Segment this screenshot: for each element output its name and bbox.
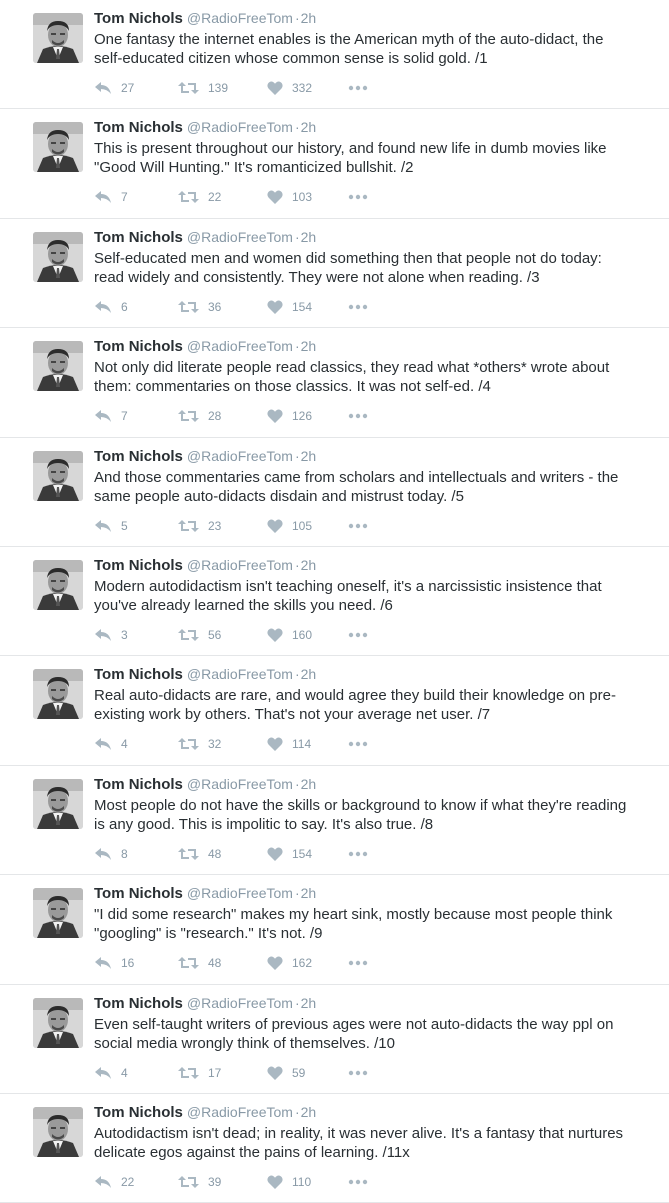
author-name[interactable]: Tom Nichols (94, 338, 183, 356)
tweet[interactable] (0, 438, 669, 547)
avatar[interactable] (33, 779, 83, 829)
heart-icon (267, 409, 283, 423)
like-button[interactable] (267, 1173, 311, 1191)
reply-button[interactable] (94, 407, 128, 425)
avatar-photo (33, 998, 83, 1048)
reply-count: 4 (121, 737, 128, 752)
retweet-button[interactable] (178, 1064, 221, 1082)
author-name[interactable]: Tom Nichols (94, 775, 183, 793)
avatar-photo (33, 779, 83, 829)
like-count: 162 (292, 956, 313, 971)
avatar[interactable] (33, 998, 83, 1048)
retweet-icon (178, 519, 199, 533)
tweet-text: Even self-taught writers of previous ages were not auto-didacts the way ppl on social media wrongly think of themselves. /10 (94, 1015, 614, 1052)
reply-count: 7 (121, 409, 128, 424)
author-handle[interactable]: @RadioFreeTom (186, 994, 293, 1011)
more-dots-icon (348, 413, 368, 419)
avatar[interactable] (33, 560, 83, 610)
tweet[interactable] (0, 985, 669, 1094)
timestamp[interactable]: 2h (300, 119, 317, 136)
retweet-count: 48 (208, 846, 222, 861)
tweet-text: Most people do not have the skills or background to know if what they're reading is any good. This is impolitic to say. It's also true. /8 (94, 796, 627, 833)
reply-button[interactable] (94, 626, 128, 644)
more-button[interactable] (348, 626, 368, 644)
like-count: 126 (292, 409, 313, 424)
tweet-text: Autodidactism isn't dead; in reality, it was never alive. It's a fantasy that nurtures delicate egos against the pains of learning. /11x (94, 1124, 624, 1161)
separator-dot: · (294, 119, 300, 136)
tweet-header (94, 665, 316, 684)
tweet-header (94, 9, 316, 28)
avatar-photo (33, 122, 83, 172)
reply-icon (94, 956, 112, 970)
like-count: 114 (292, 737, 312, 752)
like-button[interactable] (267, 298, 312, 316)
reply-icon (94, 190, 112, 204)
reply-icon (94, 409, 112, 423)
tweet-header (94, 228, 316, 247)
retweet-icon (178, 628, 199, 642)
tweet-header (94, 994, 316, 1013)
retweet-button[interactable] (178, 954, 221, 972)
separator-dot: · (294, 775, 300, 792)
reply-count: 27 (121, 81, 135, 95)
tweet-text: Self-educated men and women did something then that people not do today: read widely and consistently. They were not alone when reading. /3 (94, 249, 602, 286)
like-button[interactable] (267, 735, 311, 753)
more-dots-icon (348, 741, 368, 747)
reply-icon (94, 1066, 112, 1080)
reply-count: 3 (121, 627, 128, 642)
retweet-icon (178, 81, 199, 95)
avatar-photo (33, 1107, 83, 1157)
avatar[interactable] (33, 451, 83, 501)
author-name[interactable]: Tom Nichols (94, 885, 183, 903)
tweet-header (94, 775, 316, 794)
separator-dot: · (294, 10, 300, 26)
author-handle[interactable]: @RadioFreeTom (186, 338, 293, 355)
separator-dot: · (294, 885, 300, 902)
tweet-text: Real auto-didacts are rare, and would agree they build their knowledge on pre-existing work by others. That's not your average net user. /7 (94, 687, 616, 724)
timestamp[interactable]: 2h (300, 1103, 317, 1120)
separator-dot: · (294, 338, 300, 355)
reply-count: 22 (121, 1174, 135, 1189)
tweet[interactable] (0, 219, 669, 328)
author-handle[interactable]: @RadioFreeTom (186, 119, 293, 136)
reply-button[interactable] (94, 188, 128, 206)
avatar-photo (33, 451, 83, 501)
tweet-header (94, 447, 316, 466)
retweet-count: 22 (208, 190, 222, 205)
heart-icon (267, 628, 283, 642)
more-button[interactable] (348, 845, 368, 863)
reply-button[interactable] (94, 735, 128, 753)
timestamp[interactable]: 2h (300, 228, 317, 245)
more-button[interactable] (348, 188, 368, 206)
like-button[interactable] (267, 626, 312, 644)
retweet-icon (178, 847, 199, 861)
author-handle[interactable]: @RadioFreeTom (186, 556, 293, 573)
like-count: 160 (292, 627, 313, 642)
author-handle[interactable]: @RadioFreeTom (186, 775, 293, 792)
separator-dot: · (294, 447, 300, 464)
like-button[interactable] (267, 407, 312, 425)
tweet-header (94, 118, 316, 137)
retweet-count: 139 (208, 81, 229, 95)
heart-icon (267, 81, 283, 95)
retweet-icon (178, 409, 199, 423)
reply-button[interactable] (94, 79, 134, 97)
timestamp[interactable]: 2h (300, 10, 317, 26)
like-button[interactable] (267, 188, 312, 206)
like-button[interactable] (267, 1064, 305, 1082)
tweet[interactable] (0, 766, 669, 875)
author-handle[interactable]: @RadioFreeTom (186, 1103, 293, 1120)
avatar-photo (33, 560, 83, 610)
author-name[interactable]: Tom Nichols (94, 447, 183, 465)
retweet-button[interactable] (178, 1173, 221, 1191)
author-handle[interactable]: @RadioFreeTom (186, 885, 293, 902)
author-name[interactable]: Tom Nichols (94, 556, 183, 574)
heart-icon (267, 519, 283, 533)
author-name[interactable]: Tom Nichols (94, 666, 183, 684)
retweet-button[interactable] (178, 845, 221, 863)
like-count: 110 (292, 1174, 312, 1189)
reply-icon (94, 737, 112, 751)
tweet[interactable] (0, 875, 669, 984)
separator-dot: · (294, 556, 300, 573)
heart-icon (267, 190, 283, 204)
avatar-photo (33, 13, 83, 63)
avatar-photo (33, 341, 83, 391)
tweet[interactable] (0, 1094, 669, 1203)
timestamp[interactable]: 2h (300, 994, 317, 1011)
reply-icon (94, 81, 112, 95)
tweet[interactable] (0, 328, 669, 437)
retweet-button[interactable] (178, 626, 221, 644)
retweet-icon (178, 737, 199, 751)
tweet-text: And those commentaries came from scholars and intellectuals and writers - the same people auto-didacts disdain and mistrust today. /5 (94, 468, 619, 505)
like-count: 154 (292, 299, 313, 314)
reply-button[interactable] (94, 1173, 134, 1191)
heart-icon (267, 847, 283, 861)
tweet-text: This is present throughout our history, and found new life in dumb movies like "Good Will Hunting." It's romanticized bullshit. /2 (94, 140, 607, 177)
more-dots-icon (348, 85, 368, 91)
author-name[interactable]: Tom Nichols (94, 119, 183, 137)
tweet-text: Modern autodidactism isn't teaching oneself, it's a narcissistic insistence that you've already learned the skills you need. /6 (94, 577, 602, 614)
heart-icon (267, 300, 283, 314)
avatar[interactable] (33, 341, 83, 391)
more-button[interactable] (348, 1064, 368, 1082)
reply-button[interactable] (94, 845, 128, 863)
author-handle[interactable]: @RadioFreeTom (186, 666, 293, 683)
author-name[interactable]: Tom Nichols (94, 228, 183, 246)
reply-icon (94, 1175, 112, 1189)
retweet-count: 36 (208, 299, 222, 314)
retweet-button[interactable] (178, 735, 221, 753)
reply-button[interactable] (94, 517, 128, 535)
timestamp[interactable]: 2h (300, 885, 317, 902)
separator-dot: · (294, 1103, 300, 1120)
timestamp[interactable]: 2h (300, 775, 317, 792)
separator-dot: · (294, 228, 300, 245)
avatar-photo (33, 669, 83, 719)
author-name[interactable]: Tom Nichols (94, 1103, 183, 1121)
retweet-button[interactable] (178, 407, 221, 425)
retweet-count: 48 (208, 956, 222, 971)
author-handle[interactable]: @RadioFreeTom (186, 228, 293, 245)
reply-count: 8 (121, 846, 128, 861)
like-count: 103 (292, 190, 313, 205)
more-dots-icon (348, 1070, 368, 1076)
avatar[interactable] (33, 13, 83, 63)
like-button[interactable] (267, 954, 312, 972)
timestamp[interactable]: 2h (300, 666, 317, 683)
tweet[interactable] (0, 547, 669, 656)
like-button[interactable] (267, 517, 312, 535)
author-handle[interactable]: @RadioFreeTom (186, 10, 293, 26)
retweet-count: 39 (208, 1174, 222, 1189)
reply-button[interactable] (94, 1064, 128, 1082)
avatar-photo (33, 232, 83, 282)
reply-count: 7 (121, 190, 128, 205)
heart-icon (267, 1066, 283, 1080)
avatar[interactable] (33, 669, 83, 719)
tweet-header (94, 1103, 316, 1122)
reply-button[interactable] (94, 298, 128, 316)
more-button[interactable] (348, 1173, 368, 1191)
avatar[interactable] (33, 122, 83, 172)
retweet-button[interactable] (178, 517, 221, 535)
reply-icon (94, 519, 112, 533)
like-count: 154 (292, 846, 313, 861)
author-name[interactable]: Tom Nichols (94, 10, 183, 27)
retweet-icon (178, 300, 199, 314)
tweet-text: "I did some research" makes my heart sink, mostly because most people think "googling" is "research." It's not. /9 (94, 906, 613, 943)
author-handle[interactable]: @RadioFreeTom (186, 447, 293, 464)
avatar[interactable] (33, 888, 83, 938)
more-button[interactable] (348, 79, 368, 97)
retweet-button[interactable] (178, 188, 221, 206)
retweet-count: 56 (208, 627, 222, 642)
heart-icon (267, 956, 283, 970)
reply-count: 6 (121, 299, 128, 314)
retweet-icon (178, 190, 199, 204)
tweet-header (94, 337, 316, 356)
tweet-text: Not only did literate people read classics, they read what *others* wrote about them: commentaries on those classics. It was not self-ed. /4 (94, 359, 610, 396)
like-button[interactable] (267, 79, 312, 97)
reply-count: 5 (121, 518, 128, 533)
tweet[interactable] (0, 109, 669, 218)
heart-icon (267, 1175, 283, 1189)
like-count: 332 (292, 81, 313, 95)
separator-dot: · (294, 666, 300, 683)
more-dots-icon (348, 304, 368, 310)
like-count: 105 (292, 518, 313, 533)
retweet-count: 28 (208, 409, 222, 424)
avatar[interactable] (33, 1107, 83, 1157)
tweet[interactable] (0, 656, 669, 765)
tweet-header (94, 884, 316, 903)
more-dots-icon (348, 1179, 368, 1185)
reply-icon (94, 628, 112, 642)
retweet-count: 32 (208, 737, 222, 752)
heart-icon (267, 737, 283, 751)
retweet-count: 23 (208, 518, 222, 533)
tweet[interactable] (0, 0, 669, 109)
more-dots-icon (348, 523, 368, 529)
timestamp[interactable]: 2h (300, 338, 317, 355)
more-button[interactable] (348, 954, 368, 972)
like-button[interactable] (267, 845, 312, 863)
like-count: 59 (292, 1065, 306, 1080)
retweet-icon (178, 1175, 199, 1189)
more-dots-icon (348, 960, 368, 966)
reply-icon (94, 847, 112, 861)
tweet-text: One fantasy the internet enables is the American myth of the auto-didact, the self-educated citizen whose common sense is solid gold. /1 (94, 31, 604, 67)
reply-count: 16 (121, 956, 135, 971)
avatar-photo (33, 888, 83, 938)
separator-dot: · (294, 994, 300, 1011)
timestamp[interactable]: 2h (300, 447, 317, 464)
retweet-button[interactable] (178, 298, 221, 316)
retweet-button[interactable] (178, 79, 228, 97)
retweet-count: 17 (208, 1065, 222, 1080)
more-dots-icon (348, 632, 368, 638)
more-dots-icon (348, 851, 368, 857)
more-button[interactable] (348, 517, 368, 535)
reply-button[interactable] (94, 954, 134, 972)
timestamp[interactable]: 2h (300, 556, 317, 573)
more-button[interactable] (348, 407, 368, 425)
tweet-header (94, 556, 316, 575)
avatar[interactable] (33, 232, 83, 282)
reply-count: 4 (121, 1065, 128, 1080)
reply-icon (94, 300, 112, 314)
author-name[interactable]: Tom Nichols (94, 994, 183, 1012)
retweet-icon (178, 1066, 199, 1080)
retweet-icon (178, 956, 199, 970)
more-button[interactable] (348, 298, 368, 316)
more-button[interactable] (348, 735, 368, 753)
more-dots-icon (348, 194, 368, 200)
